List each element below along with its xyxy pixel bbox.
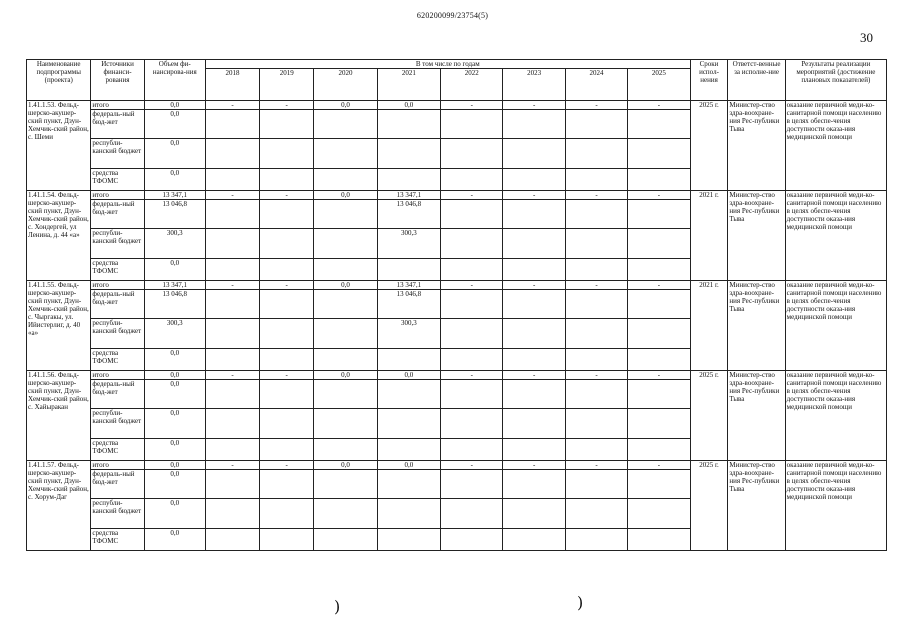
year-value	[260, 439, 314, 461]
deadline: 2025 г.	[690, 101, 728, 191]
year-value	[260, 349, 314, 371]
header-responsible: Ответст-венные за исполне-ние	[728, 60, 785, 101]
year-value	[314, 470, 377, 499]
funding-source: федераль-ный бюд-жет	[91, 470, 144, 499]
header-deadlines: Сроки испол-нения	[690, 60, 728, 101]
year-value	[503, 139, 565, 169]
year-value: -	[260, 281, 314, 290]
header-year: 2019	[260, 69, 314, 101]
header-year: 2020	[314, 69, 377, 101]
funding-total: 300,3	[144, 229, 205, 259]
funding-source: средства ТФОМС	[91, 259, 144, 281]
year-value: 300,3	[377, 319, 440, 349]
header-year: 2025	[628, 69, 690, 101]
year-value	[205, 169, 259, 191]
year-value: -	[565, 371, 627, 380]
year-value	[503, 349, 565, 371]
year-value	[377, 529, 440, 551]
table-row	[27, 371, 887, 380]
funding-source: республи-канский бюджет	[91, 139, 144, 169]
funding-total: 0,0	[144, 380, 205, 409]
year-value	[260, 470, 314, 499]
year-value	[314, 380, 377, 409]
funding-total: 0,0	[144, 529, 205, 551]
responsible: Министер-ство здра-воохране-ния Рес-публики Тыва	[728, 461, 785, 551]
year-value	[628, 200, 690, 229]
year-value	[441, 349, 503, 371]
year-value: -	[503, 371, 565, 380]
year-value: -	[205, 191, 259, 200]
year-value: 13 046,8	[377, 290, 440, 319]
year-value	[377, 470, 440, 499]
year-value	[314, 169, 377, 191]
year-value	[205, 349, 259, 371]
deadline: 2021 г.	[690, 281, 728, 371]
year-value	[205, 259, 259, 281]
year-value: 0,0	[314, 461, 377, 470]
result: оказание первичной меди-ко-санитарной помощи населению в целях обеспе-чения доступности оказа-ния медицинской помощи	[785, 371, 886, 461]
year-value: -	[628, 281, 690, 290]
funding-source: республи-канский бюджет	[91, 499, 144, 529]
project-name: 1.41.1.56. Фельд-шерско-акушер-ский пункт, Дзун-Хемчик-ский район, с. Хайыракан	[27, 371, 91, 461]
year-value	[314, 409, 377, 439]
funding-total: 0,0	[144, 470, 205, 499]
year-value	[565, 259, 627, 281]
funding-total: 300,3	[144, 319, 205, 349]
year-value	[441, 319, 503, 349]
year-value	[441, 499, 503, 529]
year-value: -	[260, 461, 314, 470]
year-value	[503, 200, 565, 229]
year-value	[441, 439, 503, 461]
year-value	[441, 200, 503, 229]
year-value	[314, 529, 377, 551]
funding-total: 0,0	[144, 461, 205, 470]
year-value	[260, 319, 314, 349]
header-year: 2023	[503, 69, 565, 101]
year-value: 0,0	[314, 191, 377, 200]
year-value	[260, 290, 314, 319]
funding-source: итого	[91, 371, 144, 380]
year-value	[565, 110, 627, 139]
table-row	[27, 101, 887, 110]
year-value	[441, 470, 503, 499]
funding-source: средства ТФОМС	[91, 439, 144, 461]
funding-source: средства ТФОМС	[91, 169, 144, 191]
year-value	[628, 139, 690, 169]
funding-source: федераль-ный бюд-жет	[91, 200, 144, 229]
year-value	[565, 529, 627, 551]
year-value	[205, 529, 259, 551]
funding-total: 0,0	[144, 409, 205, 439]
table-row	[27, 281, 887, 290]
year-value	[628, 229, 690, 259]
funding-source: итого	[91, 461, 144, 470]
year-value	[565, 470, 627, 499]
year-value	[565, 380, 627, 409]
year-value	[205, 139, 259, 169]
funding-total: 0,0	[144, 439, 205, 461]
year-value	[205, 229, 259, 259]
header-year: 2024	[565, 69, 627, 101]
year-value	[628, 499, 690, 529]
year-value	[503, 259, 565, 281]
scan-mark: )	[577, 593, 584, 612]
year-value	[260, 259, 314, 281]
year-value	[260, 200, 314, 229]
year-value	[260, 139, 314, 169]
funding-source: федераль-ный бюд-жет	[91, 380, 144, 409]
funding-source: федераль-ный бюд-жет	[91, 110, 144, 139]
year-value	[377, 259, 440, 281]
funding-total: 13 046,8	[144, 200, 205, 229]
year-value	[441, 409, 503, 439]
year-value	[441, 259, 503, 281]
year-value	[441, 229, 503, 259]
year-value	[503, 110, 565, 139]
year-value: 0,0	[314, 281, 377, 290]
year-value	[314, 290, 377, 319]
year-value	[503, 380, 565, 409]
year-value	[314, 319, 377, 349]
funding-total: 0,0	[144, 101, 205, 110]
year-value: -	[628, 101, 690, 110]
year-value	[205, 290, 259, 319]
year-value: -	[260, 191, 314, 200]
year-value: 13 347,1	[377, 191, 440, 200]
year-value	[205, 110, 259, 139]
funding-total: 0,0	[144, 110, 205, 139]
year-value	[377, 409, 440, 439]
year-value	[314, 499, 377, 529]
year-value: -	[503, 101, 565, 110]
funding-source: республи-канский бюджет	[91, 319, 144, 349]
year-value	[628, 290, 690, 319]
funding-total: 13 046,8	[144, 290, 205, 319]
year-value	[377, 349, 440, 371]
year-value	[314, 229, 377, 259]
year-value: 13 046,8	[377, 200, 440, 229]
funding-source: средства ТФОМС	[91, 529, 144, 551]
funding-total: 0,0	[144, 259, 205, 281]
year-value: -	[565, 191, 627, 200]
year-value	[205, 499, 259, 529]
funding-total: 13 347,1	[144, 281, 205, 290]
year-value	[260, 380, 314, 409]
year-value	[205, 470, 259, 499]
result: оказание первичной меди-ко-санитарной помощи населению в целях обеспе-чения доступности оказа-ния медицинской помощи	[785, 191, 886, 281]
funding-source: федераль-ный бюд-жет	[91, 290, 144, 319]
year-value: -	[441, 281, 503, 290]
year-value	[565, 229, 627, 259]
responsible: Министер-ство здра-воохране-ния Рес-публики Тыва	[728, 281, 785, 371]
funding-total: 0,0	[144, 371, 205, 380]
year-value	[314, 439, 377, 461]
year-value	[205, 439, 259, 461]
funding-source: итого	[91, 191, 144, 200]
year-value: -	[205, 281, 259, 290]
project-name: 1.41.1.55. Фельд-шерско-акушер-ский пункт, Дзун-Хемчик-ский район, с. Чыргакы, ул. Ийистерлиг, д. 40 «а»	[27, 281, 91, 371]
year-value: 300,3	[377, 229, 440, 259]
year-value: -	[260, 371, 314, 380]
year-value	[628, 470, 690, 499]
year-value	[377, 169, 440, 191]
funding-source: республи-канский бюджет	[91, 409, 144, 439]
header-year: 2022	[441, 69, 503, 101]
year-value	[260, 229, 314, 259]
year-value	[260, 409, 314, 439]
year-value	[441, 169, 503, 191]
year-value	[205, 409, 259, 439]
year-value: -	[441, 371, 503, 380]
year-value: 0,0	[377, 101, 440, 110]
year-value: -	[441, 101, 503, 110]
project-name: 1.41.1.54. Фельд-шерско-акушер-ский пункт, Дзун-Хемчик-ский район, с. Хондергей, ул Ленина, д. 44 «а»	[27, 191, 91, 281]
year-value: -	[628, 191, 690, 200]
year-value	[503, 290, 565, 319]
header-results: Результаты реализации мероприятий (достижение плановых показателей)	[785, 60, 886, 101]
funding-total: 0,0	[144, 349, 205, 371]
year-value	[314, 349, 377, 371]
project-name: 1.41.1.53. Фельд-шерско-акушер-ский пункт, Дзун-Хемчик-ский район, с. Шеми	[27, 101, 91, 191]
year-value: -	[205, 101, 259, 110]
funding-total: 0,0	[144, 499, 205, 529]
deadline: 2025 г.	[690, 461, 728, 551]
year-value: -	[441, 461, 503, 470]
year-value: 0,0	[314, 371, 377, 380]
year-value	[205, 319, 259, 349]
year-value	[441, 139, 503, 169]
deadline: 2025 г.	[690, 371, 728, 461]
year-value	[205, 200, 259, 229]
deadline: 2021 г.	[690, 191, 728, 281]
header-sources: Источники финанси-рования	[91, 60, 144, 101]
header-name: Наименование подпрограммы (проекта)	[27, 60, 91, 101]
year-value: 0,0	[314, 101, 377, 110]
year-value	[441, 529, 503, 551]
table-body	[27, 101, 887, 551]
responsible: Министер-ство здра-воохране-ния Рес-публики Тыва	[728, 101, 785, 191]
year-value	[441, 380, 503, 409]
funding-total: 0,0	[144, 139, 205, 169]
year-value: -	[628, 371, 690, 380]
year-value	[260, 110, 314, 139]
year-value	[565, 290, 627, 319]
year-value	[314, 259, 377, 281]
year-value: 0,0	[377, 371, 440, 380]
year-value	[503, 319, 565, 349]
year-value	[260, 499, 314, 529]
year-value	[565, 139, 627, 169]
year-value	[441, 290, 503, 319]
year-value	[565, 409, 627, 439]
year-value	[503, 229, 565, 259]
document-id: 620200099/23754(5)	[416, 11, 489, 20]
page-number: 30	[860, 30, 873, 45]
result: оказание первичной меди-ко-санитарной помощи населению в целях обеспе-чения доступности оказа-ния медицинской помощи	[785, 281, 886, 371]
table-row	[27, 461, 887, 470]
header-year: 2021	[377, 69, 440, 101]
year-value: -	[628, 461, 690, 470]
year-value	[628, 349, 690, 371]
year-value: -	[441, 191, 503, 200]
year-value: -	[565, 101, 627, 110]
year-value: -	[565, 461, 627, 470]
year-value: -	[503, 281, 565, 290]
year-value: 13 347,1	[377, 281, 440, 290]
year-value: 0,0	[377, 461, 440, 470]
year-value	[441, 110, 503, 139]
year-value	[565, 200, 627, 229]
year-value	[260, 169, 314, 191]
result: оказание первичной меди-ко-санитарной помощи населению в целях обеспе-чения доступности оказа-ния медицинской помощи	[785, 101, 886, 191]
year-value	[503, 470, 565, 499]
funding-total: 13 347,1	[144, 191, 205, 200]
project-name: 1.41.1.57. Фельд-шерско-акушер-ский пункт, Дзун-Хемчик-ский район, с. Хорум-Даг	[27, 461, 91, 551]
funding-total: 0,0	[144, 169, 205, 191]
funding-source: республи-канский бюджет	[91, 229, 144, 259]
year-value	[628, 380, 690, 409]
year-value: -	[205, 371, 259, 380]
responsible: Министер-ство здра-воохране-ния Рес-публики Тыва	[728, 371, 785, 461]
year-value: -	[260, 101, 314, 110]
year-value	[565, 499, 627, 529]
year-value	[503, 529, 565, 551]
year-value	[314, 139, 377, 169]
header-year: 2018	[205, 69, 259, 101]
year-value	[565, 319, 627, 349]
responsible: Министер-ство здра-воохране-ния Рес-публики Тыва	[728, 191, 785, 281]
funding-source: средства ТФОМС	[91, 349, 144, 371]
financing-table	[26, 59, 887, 551]
year-value	[503, 409, 565, 439]
year-value: -	[503, 191, 565, 200]
header-by-years: В том числе по годам	[205, 60, 690, 69]
table-row	[27, 191, 887, 200]
year-value	[628, 319, 690, 349]
header-volume: Объем фи-нансирова-ния	[144, 60, 205, 101]
year-value	[205, 380, 259, 409]
year-value: -	[565, 281, 627, 290]
year-value	[628, 439, 690, 461]
year-value	[628, 409, 690, 439]
year-value	[377, 380, 440, 409]
year-value	[565, 169, 627, 191]
year-value	[503, 439, 565, 461]
year-value	[503, 169, 565, 191]
year-value	[628, 259, 690, 281]
year-value	[377, 499, 440, 529]
year-value	[565, 349, 627, 371]
year-value: -	[503, 461, 565, 470]
year-value	[377, 110, 440, 139]
year-value	[503, 499, 565, 529]
funding-source: итого	[91, 281, 144, 290]
year-value	[565, 439, 627, 461]
year-value	[628, 110, 690, 139]
year-value	[314, 110, 377, 139]
year-value	[377, 439, 440, 461]
funding-source: итого	[91, 101, 144, 110]
year-value	[377, 139, 440, 169]
year-value	[628, 169, 690, 191]
year-value	[260, 529, 314, 551]
year-value	[314, 200, 377, 229]
year-value: -	[205, 461, 259, 470]
scan-mark: )	[334, 597, 341, 616]
year-value	[628, 529, 690, 551]
result: оказание первичной меди-ко-санитарной помощи населению в целях обеспе-чения доступности оказа-ния медицинской помощи	[785, 461, 886, 551]
